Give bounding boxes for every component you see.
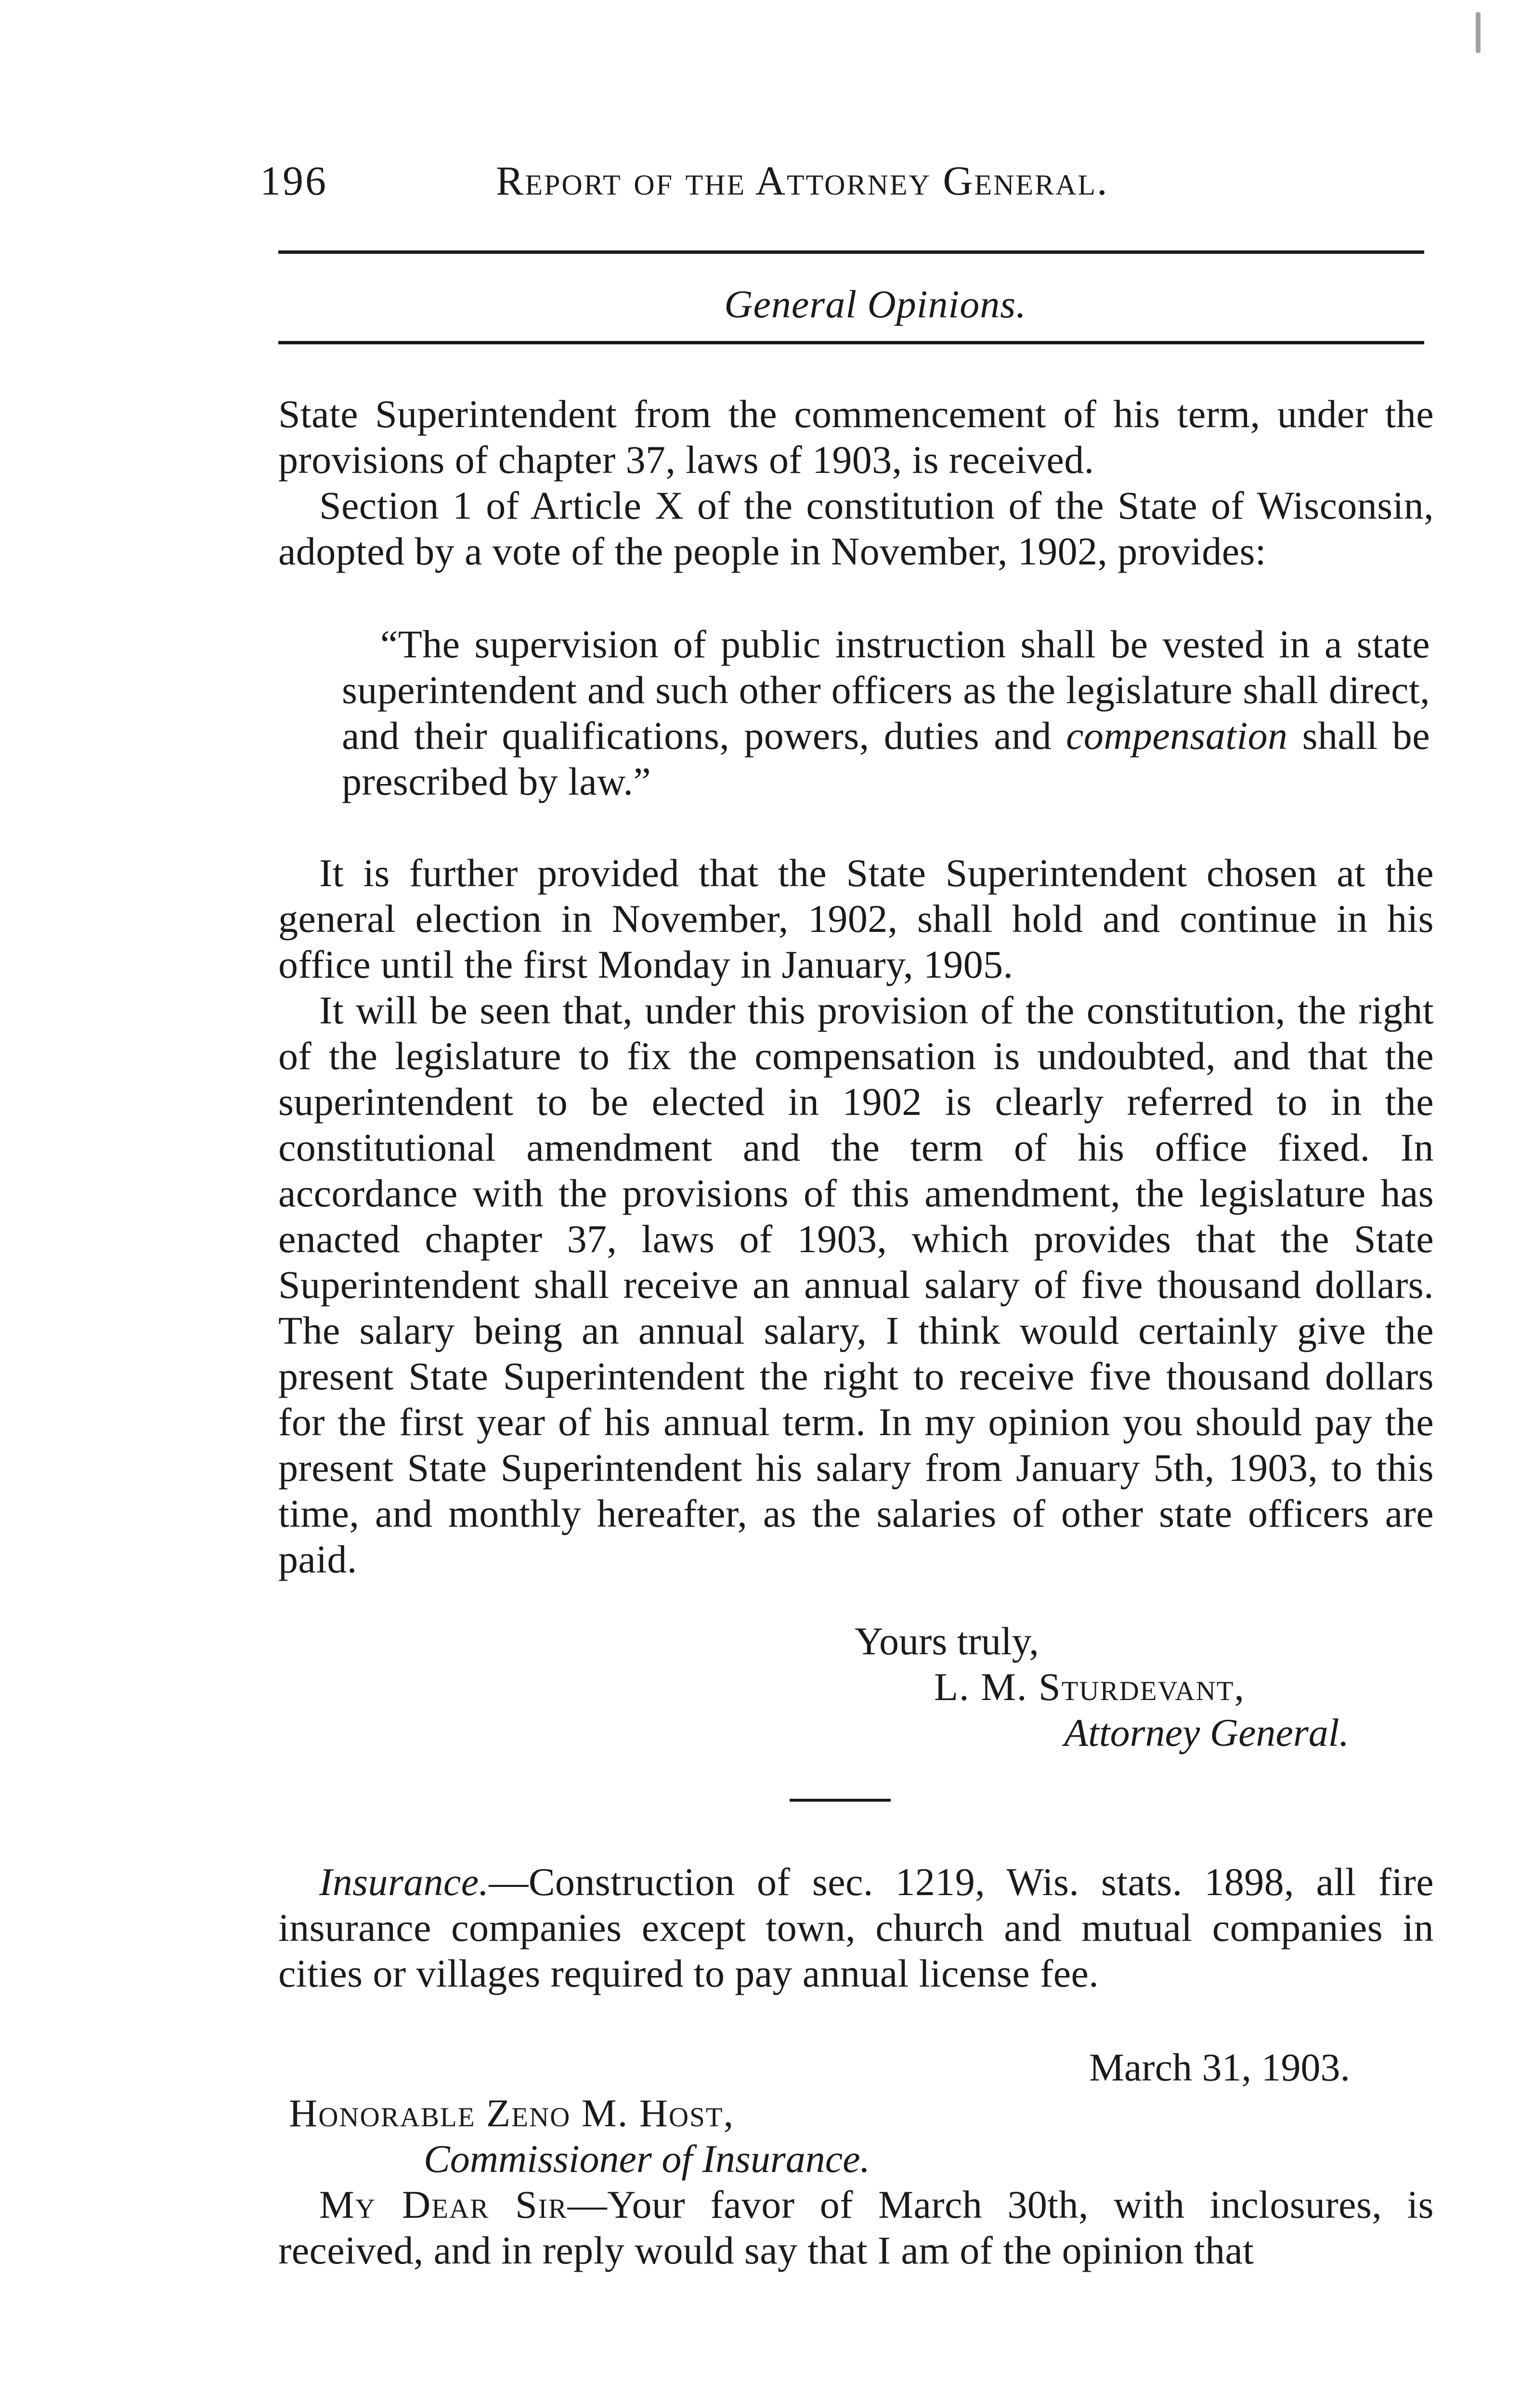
quote-text-end: shall be prescribed by law.” (342, 714, 1430, 803)
opinion-subject (278, 1859, 1434, 1996)
quote-text: “The supervision of public instruction shall be vested in a state superintendent and such other officers as the legislature shall direct, and their qualifications, powers, duties and (342, 622, 1430, 758)
valediction: Yours truly, (855, 1619, 1039, 1663)
letter-start: —Your favor of March 30th, with inclosures, is received, and in reply would say that I am of the opinion that (278, 2183, 1434, 2272)
running-title: Report of the Attorney General. (496, 157, 1109, 204)
section-heading (278, 282, 1424, 327)
signer-name: L. M. Sturdevant, (934, 1665, 1246, 1709)
header-rule-bottom (278, 341, 1424, 344)
addressee-title: Commissioner of Insurance. (424, 2137, 870, 2181)
header-rule-top (278, 250, 1424, 254)
signer-title: Attorney General. (1064, 1711, 1350, 1754)
letter-opening (278, 2182, 1434, 2273)
constitution-quote (342, 621, 1430, 804)
running-header (260, 157, 1223, 214)
subject-lead: Insurance. (319, 1860, 489, 1904)
page-number: 196 (260, 157, 328, 204)
salutation: My Dear Sir (319, 2183, 568, 2226)
paragraph-2: Section 1 of Article X of the constitution of the State of Wisconsin, adopted by a vote of the people in November, 1902, provides: (278, 484, 1434, 573)
subject-rest: —Construction of sec. 1219, Wis. stats. 1898, all fire insurance companies except town, church and mutual companies in cities or villages required to pay annual license fee. (278, 1860, 1434, 1995)
section-divider (790, 1799, 891, 1802)
scan-edge-mark (1476, 12, 1481, 53)
section-heading-text: General Opinions. (724, 282, 1026, 326)
paragraph-3: It is further provided that the State Superintendent chosen at the general election in November, 1902, shall hold and continue in his office until the first Monday in January, 1905. (278, 851, 1434, 986)
addressee-name: Honorable Zeno M. Host, (289, 2091, 735, 2135)
quote-emphasis: compensation (1066, 714, 1288, 758)
paragraph-1: State Superintendent from the commencement of his term, under the provisions of chapter 37, laws of 1903, is received. (278, 392, 1434, 482)
letter-date: March 31, 1903. (1089, 2045, 1351, 2089)
paragraph-4: It will be seen that, under this provision of the constitution, the right of the legislature to fix the compensation is undoubted, and that the superintendent to be elected in 1902 is clearly referred to in the constitutional amendment and the term of his office fixed. In accordance with the provisions of this amendment, the legislature has enacted chapter 37, laws of 1903, which provides that the State Superintendent shall receive an annual salary of five thousand dollars. The salary being an annual salary, I think would certainly give the present State Superintendent the right to receive five thousand dollars for the first year of his annual term. In my opinion you should pay the present State Superintendent his salary from January 5th, 1903, to this time, and monthly hereafter, as the salaries of other state officers are paid. (278, 988, 1434, 1581)
